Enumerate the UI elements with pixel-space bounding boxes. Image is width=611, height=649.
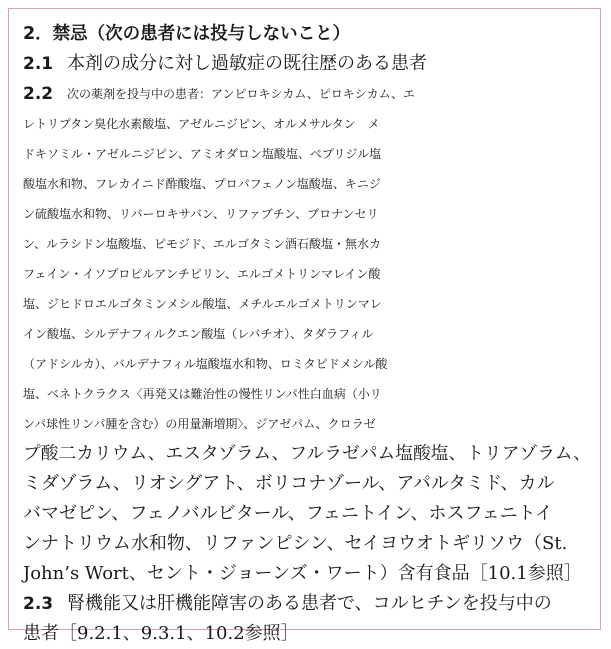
text-line: ドキソミル・アゼルニジピン、アミオダロン塩酸塩、ベプリジル塩 [23, 147, 382, 161]
text-line: 酸塩水和物、フレカイニド酢酸塩、プロパフェノン塩酸塩、キニジ [23, 177, 381, 191]
text-line: 患者［9.2.1、9.3.1、10.2参照］ [23, 623, 299, 644]
text-line: 本剤の成分に対し過敏症の既往歴のある患者 [67, 53, 427, 74]
text-line: レトリプタン臭化水素酸塩、アゼルニジピン、オルメサルタン メ [23, 117, 380, 131]
item-number: 2.3 [23, 594, 54, 614]
item-number: 2.2 [23, 84, 54, 104]
text-line: ンパ球性リンパ腫を含む）の用量漸増期〉、ジアゼパム、クロラゼ [23, 417, 376, 431]
item-number: 2.1 [23, 54, 54, 74]
text-line: ン、ルラシドン塩酸塩、ピモジド、エルゴタミン酒石酸塩・無水カ [23, 237, 381, 251]
section-heading: 2．禁忌（次の患者には投与しないこと） [23, 24, 351, 44]
text-line: 次の薬剤を投与中の患者：アンピロキシカム、ピロキシカム、エ [67, 87, 416, 101]
text-line: フェイン・イソプロピルアンチピリン、エルゴメトリンマレイン酸 [23, 267, 381, 281]
text-line: プ酸二カリウム、エスタゾラム、フルラゼパム塩酸塩、トリアゾラム、 [23, 444, 591, 464]
text-line: （アドシルカ）、バルデナフィル塩酸塩水和物、ロミタピドメシル酸 [23, 357, 388, 371]
text-line: バマゼピン、フェノバルビタール、フェニトイン、ホスフェニトイ [23, 503, 553, 524]
text-line: ミダゾラム、リオシグアト、ボリコナゾール、アパルタミド、カル [23, 473, 555, 494]
contraindication-item-2-1 [23, 49, 588, 79]
text-line: 腎機能又は肝機能障害のある患者で、コルヒチンを投与中の [67, 593, 552, 614]
text-line: 塩、ベネトクラクス〈再発又は難治性の慢性リンパ性白血病（小リ [23, 387, 382, 401]
text-line: John’s Wort、セント・ジョーンズ・ワート）含有食品［10.1参照］ [23, 563, 582, 584]
text-line: イン酸塩、シルデナフィルクエン酸塩（レバチオ）、タダラフィル [23, 327, 374, 341]
text-line: ンナトリウム水和物、リファンピシン、セイヨウオトギリソウ（St. [23, 533, 568, 554]
contraindication-item-2-3 [23, 589, 588, 649]
contraindications-box [8, 8, 601, 644]
item-text [67, 49, 588, 79]
text-line: 塩、ジヒドロエルゴタミンメシル酸塩、メチルエルゴメトリンマレ [23, 297, 382, 311]
contraindication-item-2-2 [23, 79, 591, 589]
text-line: ン硫酸塩水和物、リバーロキサバン、リファブチン、ブロナンセリ [23, 207, 379, 221]
